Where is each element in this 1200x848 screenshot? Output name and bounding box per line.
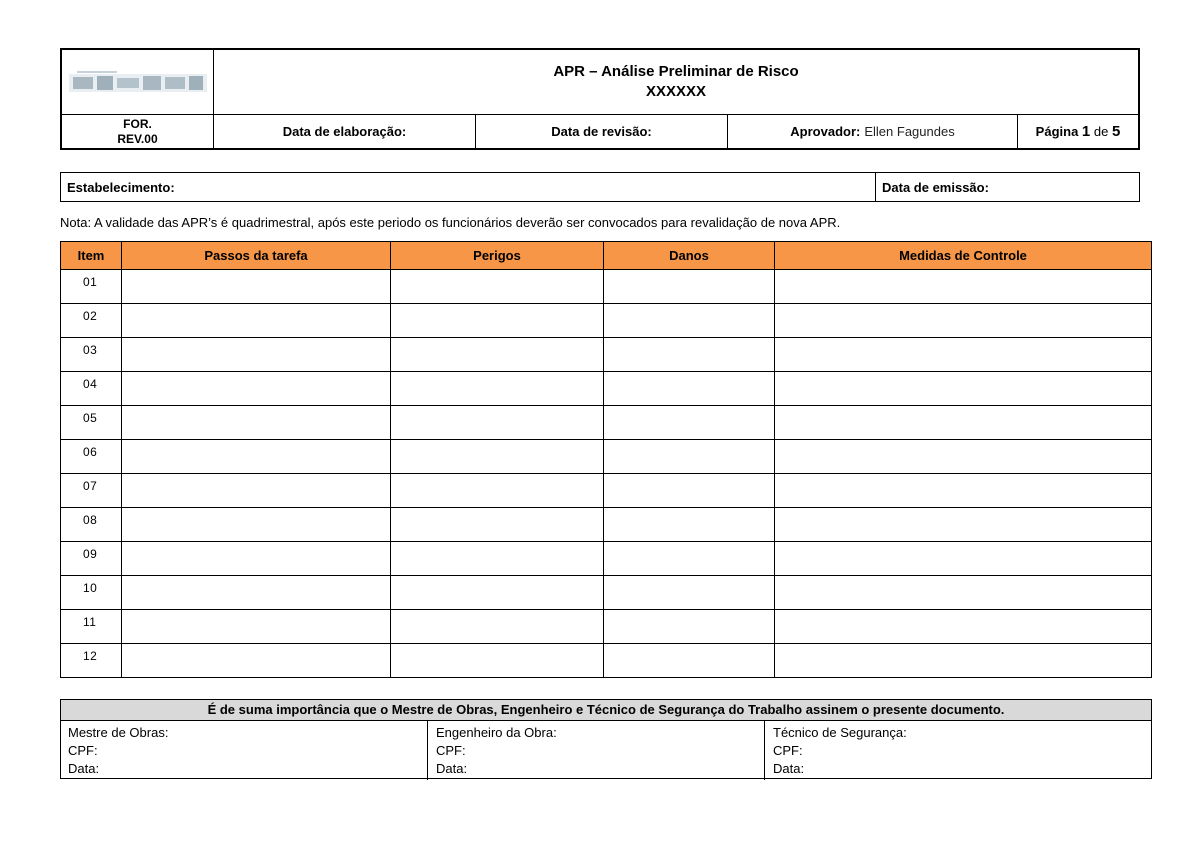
establishment-field[interactable] [61, 173, 876, 201]
table-row [61, 644, 1152, 678]
table-row [61, 508, 1152, 542]
item-number: 11 [61, 610, 122, 644]
column-header-item: Item [61, 242, 122, 270]
control-measures-cell[interactable] [775, 338, 1152, 372]
table-header-row [61, 242, 1152, 270]
approver-cell [728, 115, 1018, 148]
task-steps-cell[interactable] [122, 542, 391, 576]
table-row [61, 576, 1152, 610]
revision-code: REV.00 [117, 131, 158, 146]
risk-analysis-table [60, 241, 1152, 678]
damages-cell[interactable] [604, 508, 775, 542]
control-measures-cell[interactable] [775, 610, 1152, 644]
item-number: 10 [61, 576, 122, 610]
hazards-cell[interactable] [391, 474, 604, 508]
damages-cell[interactable] [604, 610, 775, 644]
establishment-box [60, 172, 1140, 202]
task-steps-cell[interactable] [122, 508, 391, 542]
table-row [61, 372, 1152, 406]
revision-date-cell [476, 115, 728, 148]
hazards-cell[interactable] [391, 440, 604, 474]
hazards-cell[interactable] [391, 304, 604, 338]
task-steps-cell[interactable] [122, 440, 391, 474]
table-row [61, 304, 1152, 338]
revision-date-label: Data de revisão: [551, 124, 652, 139]
control-measures-cell[interactable] [775, 542, 1152, 576]
damages-cell[interactable] [604, 644, 775, 678]
damages-cell[interactable] [604, 406, 775, 440]
hazards-cell[interactable] [391, 610, 604, 644]
hazards-cell[interactable] [391, 508, 604, 542]
hazards-cell[interactable] [391, 576, 604, 610]
hazards-cell[interactable] [391, 372, 604, 406]
table-row [61, 270, 1152, 304]
task-steps-cell[interactable] [122, 270, 391, 304]
item-number: 08 [61, 508, 122, 542]
control-measures-cell[interactable] [775, 576, 1152, 610]
item-number: 04 [61, 372, 122, 406]
damages-cell[interactable] [604, 270, 775, 304]
company-logo [69, 68, 207, 96]
signature-role: Engenheiro da Obra: [436, 725, 557, 740]
signature-date: Data: [68, 761, 100, 776]
approver-name: Ellen Fagundes [864, 124, 955, 139]
form-code-cell [62, 115, 214, 148]
page-current: 1 [1081, 123, 1091, 140]
hazards-cell[interactable] [391, 270, 604, 304]
item-number: 01 [61, 270, 122, 304]
page-of: de [1093, 124, 1109, 139]
control-measures-cell[interactable] [775, 440, 1152, 474]
item-number: 07 [61, 474, 122, 508]
column-header-task-steps: Passos da tarefa [122, 242, 391, 270]
control-measures-cell[interactable] [775, 508, 1152, 542]
header-info-row [62, 114, 1138, 148]
signature-date: Data: [436, 761, 468, 776]
task-steps-cell[interactable] [122, 338, 391, 372]
item-number: 03 [61, 338, 122, 372]
signature-columns [61, 721, 1151, 780]
control-measures-cell[interactable] [775, 304, 1152, 338]
page-total: 5 [1111, 123, 1121, 140]
establishment-label: Estabelecimento: [67, 179, 175, 195]
table-row [61, 406, 1152, 440]
control-measures-cell[interactable] [775, 644, 1152, 678]
table-row [61, 338, 1152, 372]
damages-cell[interactable] [604, 440, 775, 474]
damages-cell[interactable] [604, 338, 775, 372]
control-measures-cell[interactable] [775, 474, 1152, 508]
signature-cpf: CPF: [436, 743, 466, 758]
document-header [60, 48, 1140, 150]
elaboration-date-label: Data de elaboração: [282, 124, 407, 139]
signature-role: Técnico de Segurança: [773, 725, 907, 740]
task-steps-cell[interactable] [122, 372, 391, 406]
signature-cpf: CPF: [68, 743, 98, 758]
damages-cell[interactable] [604, 372, 775, 406]
table-row [61, 542, 1152, 576]
task-steps-cell[interactable] [122, 644, 391, 678]
damages-cell[interactable] [604, 576, 775, 610]
control-measures-cell[interactable] [775, 406, 1152, 440]
table-row [61, 440, 1152, 474]
task-steps-cell[interactable] [122, 610, 391, 644]
item-number: 05 [61, 406, 122, 440]
column-header-hazards: Perigos [391, 242, 604, 270]
control-measures-cell[interactable] [775, 372, 1152, 406]
column-header-control-measures: Medidas de Controle [775, 242, 1152, 270]
page-label: Página [1035, 124, 1079, 139]
signature-heading: É de suma importância que o Mestre de Obras, Engenheiro e Técnico de Segurança do Trabalho assinem o presente documento. [61, 700, 1151, 721]
signature-date: Data: [773, 761, 805, 776]
item-number: 02 [61, 304, 122, 338]
task-steps-cell[interactable] [122, 406, 391, 440]
signature-section [60, 699, 1152, 779]
form-code: FOR. [123, 116, 152, 131]
damages-cell[interactable] [604, 474, 775, 508]
task-steps-cell[interactable] [122, 304, 391, 338]
column-header-damages: Danos [604, 242, 775, 270]
approver-label: Aprovador: [790, 124, 861, 139]
item-number: 12 [61, 644, 122, 678]
validity-note: Nota: A validade das APR’s é quadrimestral, após este periodo os funcionários deverão ser convocados para revalidação de nova APR. [60, 215, 841, 230]
damages-cell[interactable] [604, 542, 775, 576]
signature-engineer[interactable] [428, 721, 765, 780]
issue-date-field[interactable] [876, 173, 1139, 201]
table-row [61, 474, 1152, 508]
signature-foreman[interactable] [61, 721, 428, 780]
signature-safety-technician[interactable] [765, 721, 1151, 780]
document-title: APR – Análise Preliminar de Risco [553, 63, 799, 80]
signature-cpf: CPF: [773, 743, 803, 758]
table-row [61, 610, 1152, 644]
hazards-cell[interactable] [391, 406, 604, 440]
elaboration-date-cell [214, 115, 476, 148]
hazards-cell[interactable] [391, 644, 604, 678]
task-steps-cell[interactable] [122, 474, 391, 508]
page-number-cell [1018, 115, 1138, 148]
issue-date-label: Data de emissão: [882, 179, 989, 195]
logo-cell [62, 50, 214, 114]
document-subtitle: XXXXXX [645, 83, 707, 100]
hazards-cell[interactable] [391, 338, 604, 372]
item-number: 09 [61, 542, 122, 576]
signature-role: Mestre de Obras: [68, 725, 169, 740]
item-number: 06 [61, 440, 122, 474]
control-measures-cell[interactable] [775, 270, 1152, 304]
title-cell [214, 50, 1138, 114]
hazards-cell[interactable] [391, 542, 604, 576]
damages-cell[interactable] [604, 304, 775, 338]
task-steps-cell[interactable] [122, 576, 391, 610]
